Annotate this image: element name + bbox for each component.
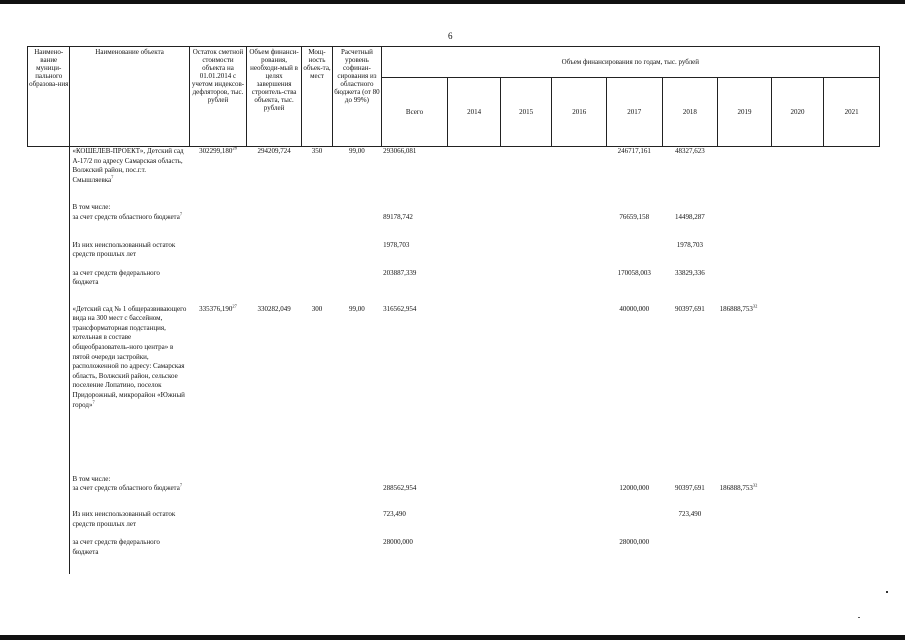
total-text: 1978,703 [383,240,410,249]
empty-cell [28,538,70,574]
capacity-text: 300 [311,304,323,313]
object-name-text: В том числе: [72,474,111,483]
year-2017-cell [607,213,663,241]
year-2018-text: 723,490 [678,510,702,519]
capacity-cell [301,475,332,485]
remaining-cost-cell [189,475,247,485]
funding-volume-cell [247,241,302,269]
funding-volume-cell [247,510,302,538]
empty-cell [824,203,880,213]
funding-volume-cell [247,538,302,574]
empty-cell [500,484,552,510]
empty-cell [771,538,824,574]
document-page [27,46,880,574]
table-row [28,269,880,305]
footnote-marker: 7 [179,482,183,488]
object-name-cell [70,484,189,510]
scan-speck [858,617,860,618]
year-2019-cell [718,269,772,305]
header-year-2018: 2018 [662,78,718,147]
total-cell [381,147,448,203]
capacity-cell [301,484,332,510]
total-cell [381,269,448,305]
year-2017-text: 40000,000 [619,304,650,313]
year-2019-text: 186888,753 [719,484,753,493]
table-row [28,147,880,203]
year-2018-cell [662,538,718,574]
object-name-text: В том числе: [72,203,111,211]
empty-cell [500,203,552,213]
empty-cell [771,510,824,538]
total-cell [381,475,448,485]
year-2018-cell [662,269,718,305]
empty-cell [552,147,607,203]
object-name-text: «КОШЕЛЕВ-ПРОЕКТ», Детский сад А-17/2 по адресу Самарская область, Волжский район, пос.г.т. Смышляевка [72,147,184,184]
empty-cell [500,538,552,574]
total-text: 293066,081 [383,147,417,155]
total-cell [381,510,448,538]
object-name-cell [70,305,189,475]
year-2019-cell [718,305,772,475]
table-row [28,305,880,475]
empty-cell [28,484,70,510]
year-2018-text: 48327,623 [674,147,705,155]
empty-cell [448,213,501,241]
bottom-border [0,635,905,640]
header-year-2017: 2017 [607,78,663,147]
object-name-text: за счет средств областного бюджета [72,484,180,493]
funding-volume-cell [247,213,302,241]
empty-cell [824,213,880,241]
funding-volume-cell [247,475,302,485]
remaining-cost-text: 335376,190 [199,304,233,313]
header-object: Наименование объекта [70,47,189,147]
empty-cell [28,213,70,241]
capacity-cell [301,241,332,269]
remaining-cost-text: 302299,180 [199,147,233,155]
remaining-cost-cell [189,203,247,213]
empty-cell [552,538,607,574]
total-text: 89178,742 [383,212,413,221]
capacity-cell [301,269,332,305]
year-2019-cell [718,147,772,203]
year-2018-text: 90397,691 [674,484,705,493]
year-2018-cell [662,305,718,475]
year-2018-text: 33829,336 [674,268,705,277]
year-2018-text: 1978,703 [676,240,703,249]
empty-cell [28,241,70,269]
total-cell [381,203,448,213]
scan-speck [886,591,888,593]
cofinancing-level-cell [333,510,382,538]
year-2018-cell [662,510,718,538]
capacity-cell [301,213,332,241]
year-2018-cell [662,203,718,213]
empty-cell [552,305,607,475]
empty-cell [500,510,552,538]
year-2018-cell [662,147,718,203]
empty-cell [28,147,70,203]
footnote-marker: 32 [752,482,758,488]
object-name-cell [70,213,189,241]
object-name-cell [70,510,189,538]
capacity-cell [301,538,332,574]
empty-cell [824,305,880,475]
empty-cell [500,305,552,475]
year-2017-cell [607,305,663,475]
year-2018-text: 90397,691 [674,304,705,313]
header-capacity: Мощ-ность объек-та, мест [301,47,332,147]
funding-table [27,46,880,574]
empty-cell [448,475,501,485]
empty-cell [824,475,880,485]
footnote-marker: 27 [232,303,237,309]
year-2017-text: 246717,161 [617,147,651,155]
empty-cell [771,269,824,305]
year-2019-cell [718,203,772,213]
object-name-text: «Детский сад № 1 общеразвивающего вида на 300 мест с бассейном, трансформаторная подстанция, котельная в составе общеобразователь-ного центра» в пятой очереди застройки, расположенной по адресу: Самарская область, Волжский район, сельское поселение Лопатино, поселок Придорожный, микрорайон «Южный город» [72,304,187,409]
cofinancing-level-text: 99,00 [349,147,365,155]
cofinancing-level-cell [333,213,382,241]
year-2018-cell [662,213,718,241]
empty-cell [28,203,70,213]
footnote-marker: 7 [92,399,95,405]
empty-cell [824,484,880,510]
cofinancing-level-cell [333,475,382,485]
total-text: 723,490 [383,510,406,519]
total-text: 316562,954 [383,304,417,313]
table-body [28,147,880,575]
empty-cell [448,305,501,475]
header-total: Всего [381,78,448,147]
footnote-marker: 7 [179,211,183,217]
object-name-text: за счет средств федерального бюджета [72,538,160,556]
empty-cell [28,510,70,538]
year-2019-cell [718,510,772,538]
empty-cell [552,484,607,510]
empty-cell [771,213,824,241]
header-year-2021: 2021 [824,78,880,147]
empty-cell [448,510,501,538]
header-remaining: Остаток сметной стоимости объекта на 01.01.2014 с учетом индексов-дефляторов, тыс. рублей [189,47,247,147]
remaining-cost-cell [189,269,247,305]
object-name-cell [70,147,189,203]
cofinancing-level-cell [333,269,382,305]
object-name-cell [70,475,189,485]
remaining-cost-cell [189,147,247,203]
capacity-cell [301,510,332,538]
footnote-marker: 28 [232,145,237,151]
table-row [28,538,880,574]
cofinancing-level-cell [333,203,382,213]
remaining-cost-cell [189,241,247,269]
empty-cell [771,484,824,510]
year-2017-cell [607,147,663,203]
empty-cell [500,241,552,269]
funding-volume-cell [247,305,302,475]
header-year-2014: 2014 [448,78,501,147]
year-2019-cell [718,538,772,574]
empty-cell [552,241,607,269]
table-row [28,510,880,538]
page-number: 6 [448,31,453,41]
empty-cell [448,203,501,213]
cofinancing-level-cell [333,241,382,269]
funding-volume-cell [247,203,302,213]
year-2018-cell [662,475,718,485]
empty-cell [771,147,824,203]
empty-cell [824,538,880,574]
empty-cell [28,269,70,305]
empty-cell [771,305,824,475]
empty-cell [448,538,501,574]
funding-volume-text: 330282,049 [257,304,291,313]
empty-cell [500,475,552,485]
year-2018-text: 14498,287 [674,212,705,221]
empty-cell [552,203,607,213]
empty-cell [448,269,501,305]
year-2017-cell [607,203,663,213]
empty-cell [28,475,70,485]
year-2019-text: 186888,753 [719,304,753,313]
empty-cell [824,241,880,269]
table-row [28,241,880,269]
footnote-marker: 7 [111,174,114,180]
cofinancing-level-cell [333,305,382,475]
empty-cell [552,475,607,485]
funding-volume-cell [247,269,302,305]
empty-cell [771,475,824,485]
funding-volume-text: 294209,724 [257,147,291,155]
empty-cell [771,203,824,213]
empty-cell [448,484,501,510]
empty-cell [500,147,552,203]
header-year-2016: 2016 [552,78,607,147]
header-year-2020: 2020 [771,78,824,147]
empty-cell [552,269,607,305]
object-name-cell [70,269,189,305]
header-level: Расчетный уровень софинан-сирования из областного бюджета (от 80 до 99%) [333,47,382,147]
empty-cell [448,241,501,269]
year-2017-cell [607,484,663,510]
empty-cell [824,269,880,305]
funding-volume-cell [247,484,302,510]
empty-cell [552,213,607,241]
empty-cell [28,305,70,475]
remaining-cost-cell [189,484,247,510]
year-2019-cell [718,213,772,241]
funding-volume-cell [247,147,302,203]
total-cell [381,305,448,475]
header-year-2015: 2015 [500,78,552,147]
cofinancing-level-cell [333,147,382,203]
remaining-cost-cell [189,213,247,241]
empty-cell [771,241,824,269]
remaining-cost-cell [189,510,247,538]
header-volume: Объем финанси-рования, необходи-мый в целях завершения строитель-ства объекта, тыс. рублей [247,47,302,147]
empty-cell [448,147,501,203]
year-2017-cell [607,538,663,574]
table-row [28,484,880,510]
total-cell [381,538,448,574]
top-border [0,0,905,4]
total-text: 28000,000 [383,538,413,547]
object-name-text: Из них неиспользованный остаток средств прошлых лет [72,240,176,259]
total-text: 288562,954 [383,484,417,493]
year-2018-cell [662,484,718,510]
total-cell [381,241,448,269]
footnote-marker: 32 [752,303,758,309]
total-cell [381,484,448,510]
header-funding-group: Объем финансирования по годам, тыс. рублей [381,47,879,78]
year-2017-cell [607,241,663,269]
year-2017-text: 170058,003 [617,268,651,277]
total-text: 203887,339 [383,268,417,277]
header-year-2019: 2019 [718,78,772,147]
object-name-text: за счет средств областного бюджета [72,212,180,221]
capacity-text: 350 [311,147,323,155]
capacity-cell [301,305,332,475]
table-row [28,475,880,485]
cofinancing-level-text: 99,00 [349,304,365,313]
year-2017-text: 28000,000 [619,538,650,547]
year-2017-text: 12000,000 [619,484,650,493]
object-name-cell [70,241,189,269]
capacity-cell [301,147,332,203]
object-name-cell [70,538,189,574]
table-row [28,203,880,213]
empty-cell [824,147,880,203]
cofinancing-level-cell [333,484,382,510]
year-2017-cell [607,269,663,305]
empty-cell [500,213,552,241]
year-2019-cell [718,241,772,269]
year-2018-cell [662,241,718,269]
year-2019-cell [718,475,772,485]
remaining-cost-cell [189,538,247,574]
empty-cell [824,510,880,538]
table-row [28,213,880,241]
year-2017-text: 76659,158 [619,212,650,221]
object-name-text: за счет средств федерального бюджета [72,268,160,287]
year-2019-cell [718,484,772,510]
year-2017-cell [607,510,663,538]
year-2017-cell [607,475,663,485]
empty-cell [500,269,552,305]
object-name-cell [70,203,189,213]
total-cell [381,213,448,241]
capacity-cell [301,203,332,213]
empty-cell [552,510,607,538]
object-name-text: Из них неиспользованный остаток средств прошлых лет [72,510,176,528]
remaining-cost-cell [189,305,247,475]
header-municipality: Наимено-вание муници-пального образова-ния [28,47,70,147]
cofinancing-level-cell [333,538,382,574]
